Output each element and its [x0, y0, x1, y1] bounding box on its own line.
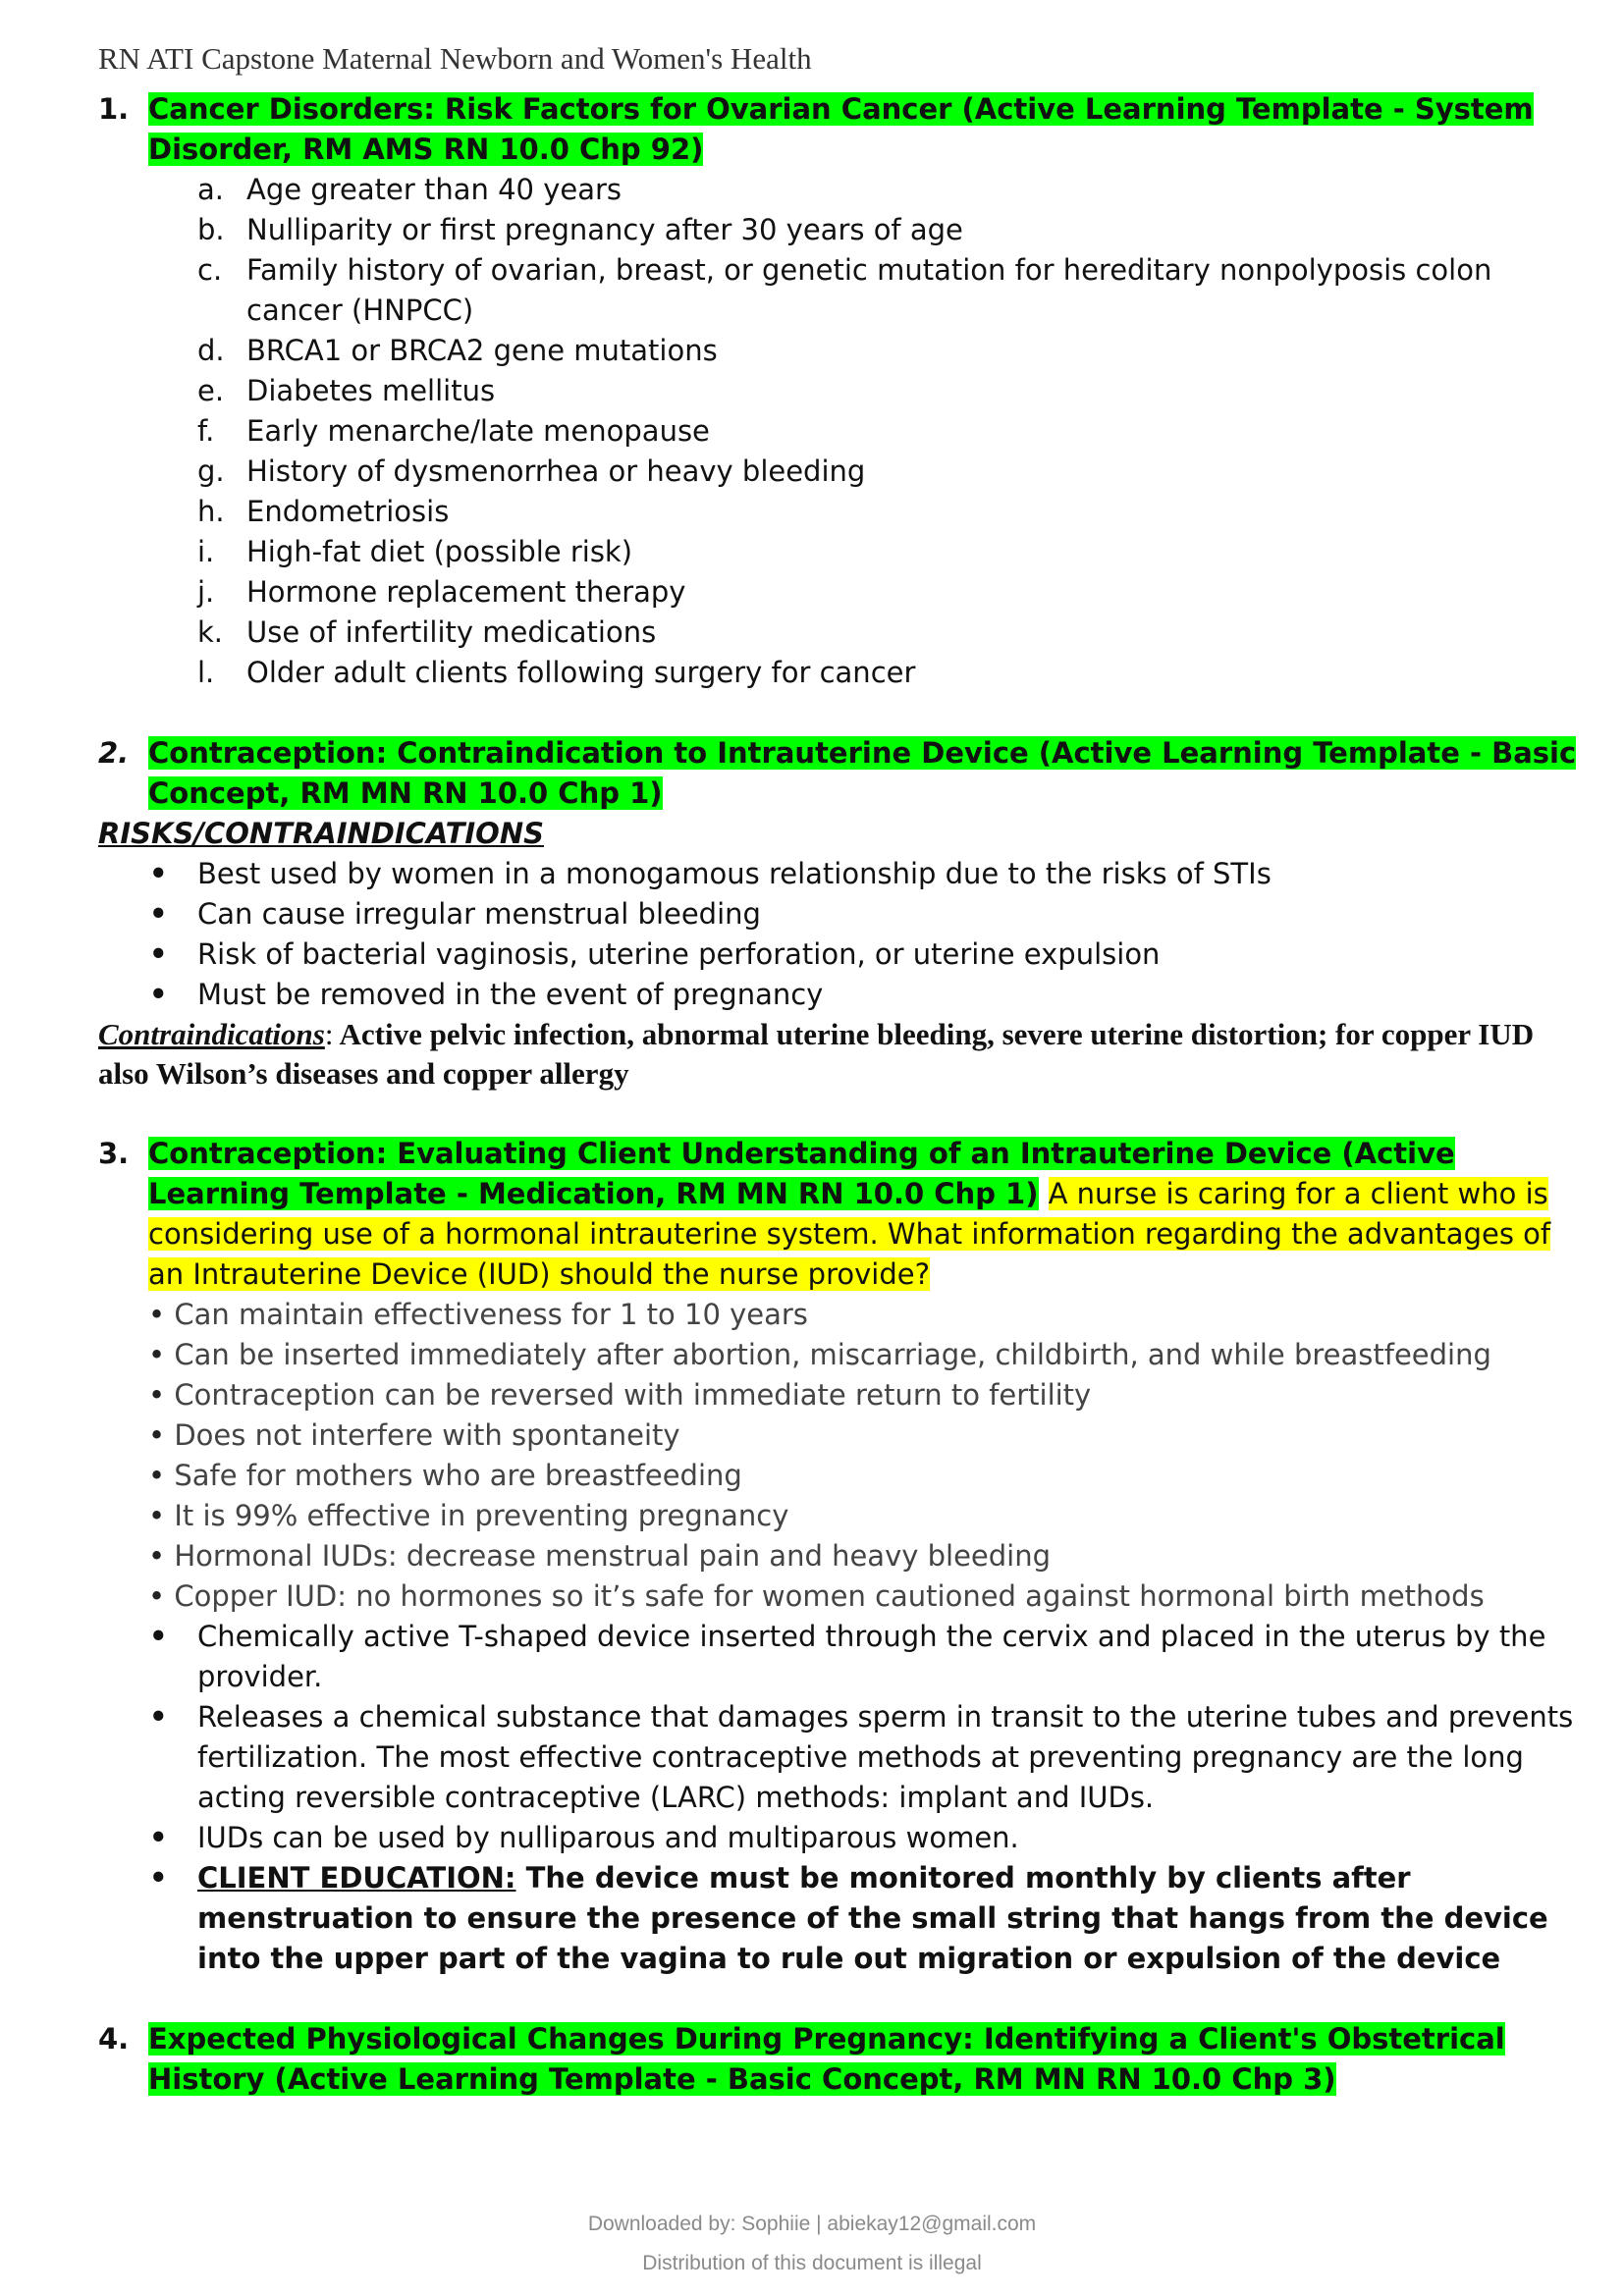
list-item: • Must be removed in the event of pregnancy	[149, 978, 824, 1011]
list-item: j. Hormone replacement therapy	[197, 575, 686, 609]
section-4-heading	[98, 2019, 1581, 2100]
section-number: 1.	[98, 92, 130, 126]
list-item: c. Family history of ovarian, breast, or genetic mutation for hereditary nonpolyposis colon cancer (HNPCC)	[197, 253, 1492, 327]
risk-bullet-list	[98, 854, 1581, 1015]
list-item: f. Early menarche/late menopause	[197, 414, 710, 448]
section-2-heading	[98, 733, 1581, 814]
list-item: • Does not interfere with spontaneity	[148, 1418, 680, 1452]
list-item: • Chemically active T-shaped device inserted through the cervix and placed in the uterus by the provider.	[149, 1620, 1546, 1693]
section-heading-text: Contraception: Evaluating Client Understanding of an Intrauterine Device (Active Learning Template - Medication, RM MN RN 10.0 Chp 1)	[148, 1137, 1455, 1210]
list-item: • Can cause irregular menstrual bleeding	[149, 897, 761, 931]
nurse-question: A nurse is caring for a client who is considering use of a hormonal intrauterine system. What information regarding the advantages of an Intrauterine Device (IUD) should the nurse provide?	[148, 1177, 1551, 1291]
footer-downloaded-by: Downloaded by: Sophiie | abiekay12@gmail.com	[587, 2213, 1037, 2235]
iud-bullet-list	[98, 1617, 1581, 1979]
risks-subheading: RISKS/CONTRAINDICATIONS	[98, 817, 544, 850]
list-item: g. History of dysmenorrhea or heavy bleeding	[197, 454, 866, 488]
list-item: e. Diabetes mellitus	[197, 374, 496, 407]
list-item: l. Older adult clients following surgery for cancer	[197, 656, 916, 689]
list-item: • Copper IUD: no hormones so it’s safe for women cautioned against hormonal birth methods	[148, 1579, 1485, 1613]
document-page	[98, 37, 1581, 2100]
section-heading-text: Contraception: Contraindication to Intrauterine Device (Active Learning Template - Basic Concept, RM MN RN 10.0 Chp 1)	[148, 736, 1577, 810]
footer-distribution-notice: Distribution of this document is illegal	[642, 2252, 982, 2274]
list-item: • IUDs can be used by nulliparous and multiparous women.	[149, 1821, 1019, 1854]
list-item: d. BRCA1 or BRCA2 gene mutations	[197, 334, 718, 367]
list-item: • Hormonal IUDs: decrease menstrual pain and heavy bleeding	[148, 1539, 1052, 1573]
section-heading-text: Expected Physiological Changes During Pregnancy: Identifying a Client's Obstetrical History (Active Learning Template - Basic Concept, RM MN RN 10.0 Chp 3)	[148, 2022, 1505, 2096]
page-title: RN ATI Capstone Maternal Newborn and Women's Health	[98, 41, 812, 76]
section-number: 2.	[98, 736, 130, 770]
list-item: • Contraception can be reversed with immediate return to fertility	[148, 1378, 1092, 1412]
list-item: • Safe for mothers who are breastfeeding	[148, 1459, 742, 1492]
list-item: a. Age greater than 40 years	[197, 173, 623, 206]
client-education-text: The device must be monitored monthly by clients after menstruation to ensure the presence of the small string that hangs from the device into the upper part of the vagina to rule out migration or expulsion of the device	[197, 1861, 1548, 1975]
section-number: 3.	[98, 1137, 130, 1170]
advantages-list	[98, 1295, 1581, 1617]
list-item: b. Nulliparity or first pregnancy after 30 years of age	[197, 213, 963, 246]
list-item: i. High-fat diet (possible risk)	[197, 535, 633, 568]
list-item: • Risk of bacterial vaginosis, uterine perforation, or uterine expulsion	[149, 937, 1161, 971]
list-item: • It is 99% effective in preventing pregnancy	[148, 1499, 789, 1532]
section-1-heading	[98, 89, 1581, 170]
client-education-item: • CLIENT EDUCATION: The device must be monitored monthly by clients after menstruation to ensure the presence of the small string that hangs from the device into the upper part of the vagina to rule out migration or expulsion of the device	[149, 1861, 1548, 1975]
contraindications-paragraph: Contraindications: Active pelvic infection, abnormal uterine bleeding, severe uterine distortion; for copper IUD also Wilson’s diseases and copper allergy	[98, 1017, 1535, 1091]
section-3-heading	[98, 1134, 1581, 1295]
section-number: 4.	[98, 2022, 130, 2056]
list-item: • Best used by women in a monogamous relationship due to the risks of STIs	[149, 857, 1272, 890]
contraindications-text: Active pelvic infection, abnormal uterine bleeding, severe uterine distortion; for copper IUD also Wilson’s diseases and copper allergy	[98, 1017, 1535, 1091]
list-item: • Can be inserted immediately after abortion, miscarriage, childbirth, and while breastfeeding	[148, 1338, 1491, 1371]
list-item: • Releases a chemical substance that damages sperm in transit to the uterine tubes and prevents fertilization. The most effective contraceptive methods at preventing pregnancy are the long acting reversible contraceptive (LARC) methods: implant and IUDs.	[149, 1700, 1574, 1814]
contraindications-label: Contraindications	[98, 1017, 325, 1051]
list-item: • Can maintain effectiveness for 1 to 10 years	[148, 1298, 808, 1331]
section-heading-text: Cancer Disorders: Risk Factors for Ovarian Cancer (Active Learning Template - System Disorder, RM AMS RN 10.0 Chp 92)	[148, 92, 1534, 166]
list-item: h. Endometriosis	[197, 495, 450, 528]
risk-factor-list	[98, 170, 1581, 693]
client-education-label: CLIENT EDUCATION:	[197, 1861, 516, 1895]
list-item: k. Use of infertility medications	[197, 615, 657, 649]
